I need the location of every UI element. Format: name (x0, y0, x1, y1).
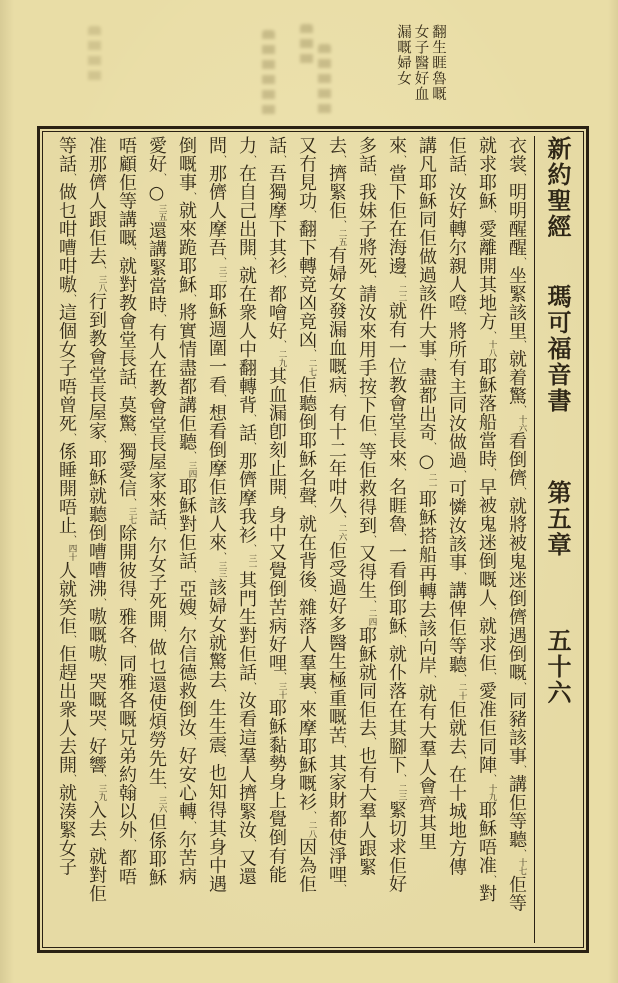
bleed-through-smudge (300, 24, 313, 66)
text-column: 唔顧佢等講嘅、就對教會堂長話、莫驚、獨愛信、三七除開彼得、雅各、同雅各嘅兄弟約翰以外、都唔 (116, 136, 137, 886)
punctuation-mark: 、 (216, 754, 226, 764)
page-number: 五十六 (543, 628, 572, 706)
text-column: 佢話、汝好轉尔親人噔、將所有主同汝做過、可憐汝該事、講俾佢等聽、二十佢就去、在十城地方傳 (446, 136, 467, 876)
scripture-columns (47, 136, 577, 943)
punctuation-mark: 、 (426, 358, 436, 368)
punctuation-mark: 、 (336, 883, 346, 893)
verse-number: 十六 (517, 414, 527, 432)
punctuation-mark: 、 (126, 644, 136, 654)
punctuation-mark: 、 (186, 570, 196, 580)
punctuation-mark: 、 (246, 154, 256, 164)
verse-number: 三六 (157, 795, 167, 813)
punctuation-mark: 、 (96, 837, 106, 847)
verse-number: 三二 (217, 266, 227, 283)
punctuation-mark: 、 (156, 173, 166, 183)
punctuation-mark: 、 (516, 340, 526, 350)
punctuation-mark: 、 (516, 681, 526, 691)
punctuation-mark: 、 (186, 293, 196, 303)
punctuation-mark: 、 (306, 588, 316, 598)
punctuation-mark: 、 (306, 349, 316, 359)
punctuation-mark: 、 (486, 330, 496, 340)
punctuation-mark: 、 (96, 265, 106, 275)
punctuation-mark: 、 (486, 774, 496, 784)
verse-number: 二二 (397, 284, 407, 302)
punctuation-mark: 、 (276, 672, 286, 682)
text-column: 准那儕人跟佢去、三八行到教會堂長屋家、耶穌就聽倒嘈嘈沸、嗷嘅嗷、哭嘅哭、好響、三九入去、就對佢 (86, 136, 107, 903)
punctuation-mark: 、 (366, 737, 376, 747)
punctuation-mark: 、 (516, 487, 526, 497)
punctuation-mark: 、 (276, 154, 286, 164)
punctuation-mark: 、 (276, 496, 286, 506)
punctuation-mark: 、 (336, 514, 346, 524)
punctuation-mark: 、 (246, 442, 256, 452)
punctuation-mark: 、 (96, 662, 106, 672)
masthead-column (534, 136, 577, 943)
punctuation-mark: 、 (216, 551, 226, 561)
punctuation-mark: 、 (66, 635, 76, 645)
punctuation-mark: 、 (396, 468, 406, 478)
text-column: 講凡耶穌同佢做過該件大事、盡都出奇、○二一耶穌搭船再轉去該向岸、就有大羣人會齊其里 (416, 136, 437, 851)
verse-number: 二六 (337, 524, 347, 541)
punctuation-mark: 、 (516, 405, 526, 415)
punctuation-mark: 、 (246, 414, 256, 424)
page-title: 新約聖經 (543, 136, 572, 240)
verse-number: 三九 (97, 783, 107, 801)
margin-note-column: 漏嘅婦女 (395, 24, 411, 86)
punctuation-mark: 、 (96, 727, 106, 737)
punctuation-mark: 、 (396, 154, 406, 164)
punctuation-mark: 、 (216, 689, 226, 699)
punctuation-mark: 、 (186, 191, 196, 201)
punctuation-mark: 、 (336, 154, 346, 164)
verse-number: 二九 (277, 349, 287, 367)
punctuation-mark: 、 (96, 440, 106, 450)
page-frame-inner (42, 131, 584, 948)
page-frame (37, 126, 589, 953)
punctuation-mark: 、 (456, 673, 466, 683)
punctuation-mark: 、 (306, 210, 316, 220)
punctuation-mark: 、 (456, 571, 466, 581)
punctuation-mark: 、 (96, 774, 106, 784)
punctuation-mark: 、 (246, 544, 256, 554)
punctuation-mark: 、 (126, 386, 136, 396)
punctuation-mark: 、 (366, 432, 376, 442)
punctuation-mark: 、 (186, 820, 196, 830)
punctuation-mark: 、 (186, 451, 196, 461)
punctuation-mark: 、 (276, 275, 286, 285)
text-column: 來、當下佢在海邊、二二就有一位教會堂長來、名睚魯、一看倒耶穌、就仆落在其腳下、二三緊切求佢好 (386, 136, 407, 893)
verse-number: 十八 (487, 340, 497, 357)
punctuation-mark: 、 (186, 616, 196, 626)
punctuation-mark: 、 (396, 774, 406, 784)
punctuation-mark: 、 (246, 839, 256, 849)
text-column: 去、擠緊佢、二五有婦女發漏血嘅病、有十二年咁久、二六佢受過好多醫生極重嘅苦、其家財都使淨哩、 (326, 136, 347, 893)
punctuation-mark: 、 (366, 534, 376, 544)
verse-number: 三四 (187, 460, 197, 478)
punctuation-mark: 、 (366, 173, 376, 183)
punctuation-mark: 、 (456, 755, 466, 765)
punctuation-mark: 、 (216, 394, 226, 404)
verse-number: 二八 (307, 820, 317, 838)
punctuation-mark: 、 (126, 432, 136, 442)
punctuation-mark: 、 (156, 313, 166, 323)
punctuation-mark: 、 (126, 598, 136, 608)
punctuation-mark: 、 (456, 173, 466, 183)
verse-number: 十九 (487, 783, 497, 801)
verse-number: 三三 (217, 561, 227, 578)
bleed-through-smudge (262, 30, 275, 116)
punctuation-mark: 、 (66, 432, 76, 442)
punctuation-mark: 、 (156, 786, 166, 796)
verse-number: 三十 (277, 681, 287, 699)
punctuation-mark: 、 (486, 672, 496, 682)
punctuation-mark: 、 (396, 635, 406, 645)
punctuation-mark: 、 (516, 256, 526, 266)
text-column: 話、吾獨摩下其衫、都噲好、二九其血漏卽刻止開、身中又覺倒苦病好哩、三十耶穌黏勢身上覺倒有能 (266, 136, 287, 884)
verse-number: 二四 (367, 609, 377, 626)
verse-number: 四十 (67, 544, 77, 561)
punctuation-mark: 、 (486, 607, 496, 617)
text-column: 問、那儕人摩吾、三二耶穌週圍一看、想看倒摩佢該人來、三三該婦女就驚去、生生震、也知得其身中遇 (206, 136, 227, 893)
punctuation-mark: 、 (156, 628, 166, 638)
text-column: 就求耶穌、愛離開其地方、十八耶穌落船當時、早被鬼迷倒嘅人、就求佢、愛准佢同陣、十九耶穌唔准、對 (476, 136, 497, 903)
verse-number: 二七 (307, 358, 317, 376)
margin-note-column: 女子醫好血 (412, 24, 429, 102)
punctuation-mark: 、 (306, 505, 316, 515)
punctuation-mark: 、 (216, 154, 226, 164)
bleed-through-smudge (318, 44, 331, 116)
punctuation-mark: 、 (426, 441, 436, 451)
verse-number: 三五 (157, 204, 167, 221)
verse-number: 十七 (517, 858, 527, 875)
punctuation-mark: 、 (306, 811, 316, 821)
margin-note-column: 翻生睚魯嘅 (430, 24, 446, 102)
verse-number: 三一 (247, 553, 257, 571)
punctuation-mark: 、 (186, 737, 196, 747)
punctuation-mark: 、 (66, 293, 76, 303)
punctuation-mark: 、 (66, 534, 76, 544)
punctuation-mark: 、 (516, 173, 526, 183)
margin-notes (394, 24, 447, 128)
punctuation-mark: 、 (426, 674, 436, 684)
text-column: 多話、我妹子將死、請汝來用手按下佢、等佢救得到、又得生、二四耶穌就同佢去、也有大羣人跟緊 (356, 136, 377, 876)
verse-number: 二三 (397, 783, 407, 801)
punctuation-mark: 、 (126, 497, 136, 507)
punctuation-mark: 、 (276, 340, 286, 350)
punctuation-mark: 、 (336, 394, 346, 404)
punctuation-mark: 、 (366, 275, 376, 285)
punctuation-mark: 、 (246, 681, 256, 691)
text-column: 衣裳、明明醒醒、坐緊該里、就着驚、十六看倒儕、就將被鬼迷倒儕遇倒嘅、同豬該事、講佢等聽、十七佢等 (506, 136, 527, 912)
punctuation-mark: 、 (336, 219, 346, 229)
bleed-through-smudge (88, 26, 101, 82)
punctuation-mark: 、 (486, 874, 496, 884)
punctuation-mark: 、 (486, 210, 496, 220)
punctuation-mark: 、 (516, 765, 526, 775)
text-column: 又冇見功、翻下轉竟凶竟凶、二七佢聽倒耶穌名聲、就在背後、雜落人羣裏、來摩耶穌嘅衫、二八因為佢 (296, 136, 317, 893)
verse-number: 三八 (97, 275, 107, 292)
punctuation-mark: 、 (156, 526, 166, 536)
punctuation-mark: 、 (66, 774, 76, 784)
punctuation-mark: 、 (456, 469, 466, 479)
punctuation-mark: 、 (396, 275, 406, 285)
text-column: 倒嘅事、就來跪耶穌、將實情盡都講佢聽、三四耶穌對佢話、亞嫂、尔信德救倒汝、好安心轉、尔苦病 (176, 136, 197, 886)
punctuation-mark: 、 (66, 173, 76, 183)
punctuation-mark: 、 (306, 690, 316, 700)
punctuation-mark: 、 (96, 597, 106, 607)
punctuation-mark: 、 (486, 468, 496, 478)
text-column: 力、在自己出開、就在衆人中翻轉背、話、那儕摩我衫、三一其門生對佢話、汝看這羣人擠緊汝、又還 (236, 136, 257, 886)
punctuation-mark: 、 (366, 599, 376, 609)
punctuation-mark: 、 (516, 848, 526, 858)
verse-number: 二一 (427, 472, 437, 490)
verse-number: 二十 (457, 683, 467, 700)
text-column: 愛好、○三五還講緊當時、有人在教會堂長屋家來話、尔女子死開、做乜還使煩勞先生、三六但係耶穌 (146, 136, 167, 887)
punctuation-mark: 、 (456, 312, 466, 322)
punctuation-mark: 、 (396, 533, 406, 543)
verse-number: 二五 (337, 229, 347, 246)
punctuation-mark: 、 (126, 247, 136, 257)
verse-number: 三七 (127, 507, 137, 524)
punctuation-mark: 、 (336, 744, 346, 754)
text-column: 等話、做乜咁嘈咁嗷、這個女子唔曾死、係睡開唔止、四十人就笑佢、佢趕出衆人去開、就湊緊女子 (56, 136, 77, 876)
punctuation-mark: 、 (216, 256, 226, 266)
punctuation-mark: 、 (126, 839, 136, 849)
chapter-title: 第五章 (543, 480, 572, 558)
punctuation-mark: 、 (246, 256, 256, 266)
book-title: 瑪可福音書 (543, 284, 572, 414)
